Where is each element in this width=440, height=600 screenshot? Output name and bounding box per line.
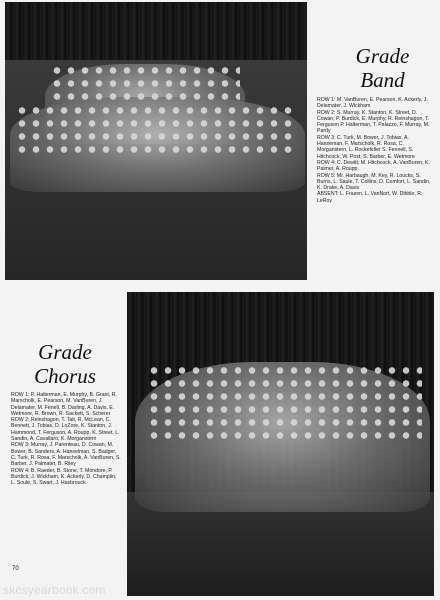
chorus-title-line2: Chorus bbox=[34, 364, 96, 388]
chorus-title-line1: Grade bbox=[38, 340, 92, 364]
band-row-5: ROW 5: Mr. Harbaugh, M. Key, R. Loucks, S. Burns, L. Saule, T. Collins, D. Comfort, L. Sandin, K. Drake, A. Davis bbox=[317, 172, 431, 192]
band-title-line1: Grade bbox=[355, 44, 410, 68]
chorus-photo bbox=[127, 292, 434, 596]
chorus-caption bbox=[11, 392, 122, 486]
chorus-row-4: ROW 4: B. Raeder, B. Stone, T. Mondore, P. Burdick, J. Wickham, K. Ackerly, D. Champlin, L. Soule, S. Swart, J. Hasbrouck bbox=[11, 467, 117, 487]
page-number: 70 bbox=[12, 566, 19, 572]
band-title bbox=[330, 44, 435, 92]
watermark: skcsyearbook.com bbox=[3, 583, 106, 597]
band-row-3: ROW 3: C. Turk, M. Bower, J. Tobias, A. Hanseman, F. Marscholk, R. Rosa, C. Morganstern, L. Rockefeller S. Fennell, S. Hitchcock, W. Post, S. Barber, E. Wetmore bbox=[317, 134, 415, 160]
chorus-heads bbox=[147, 364, 422, 444]
chorus-title bbox=[10, 340, 120, 388]
band-row-2: ROW 2: S. Murray, K. Stanton, K. Street, D. Cowan, P. Burdick, E. Murphy, R. Reinshagon, T. Ferguson P. Halterman, T. Palazzo, F. Murray, M. Pardy bbox=[317, 109, 430, 135]
band-title-line2: Band bbox=[360, 68, 405, 92]
band-heads-front bbox=[15, 104, 295, 156]
chorus-row-3: ROW 3: Murray, J. Parenteau, D. Cowan, M. Bower, B. Sanders, A. Hanselman, S. Badger, C. Turk, R. Rosa, F. Marscholk, A. VanBuren, S. Barber, J. Palmater, B. Riley bbox=[11, 442, 121, 468]
band-row-1: ROW 1: M. VanBuren, E. Pearson, K. Ackerly, J. Delamater, J. Wickham bbox=[317, 97, 428, 110]
band-caption bbox=[317, 97, 432, 204]
band-backdrop bbox=[5, 2, 307, 60]
band-row-4: ROW 4: C. Dewitt, M. Hitchcock, A. VanBuren, K. Palmer, A. Roupp bbox=[317, 159, 430, 173]
band-absent: ABSENT: L. Frazen, L. VanNort, W. Dibble, R. LeRoy bbox=[317, 191, 423, 204]
band-photo bbox=[5, 2, 307, 280]
chorus-row-1: ROW 1: P. Halterman, E. Murphy, B. Grant, R. Marscholk, E. Pearson, M. VanBuren, J. Delamater, M. Fenell, B. Darling, A. Davis, E. Wetmore, R. Brown, R. Sackett, S. Scherer bbox=[11, 392, 117, 417]
band-heads-back bbox=[50, 64, 240, 104]
chorus-row-2: ROW 2: Reinshagon, T. Tait, R. McLean, C. Bennett, J. Tobias, D. LoZore, K. Stanton, J. Hammond, T. Ferguson, A. Roupp, K. Street, L. Sandin, A. Cavallaro, K. Morganstern bbox=[11, 417, 120, 443]
